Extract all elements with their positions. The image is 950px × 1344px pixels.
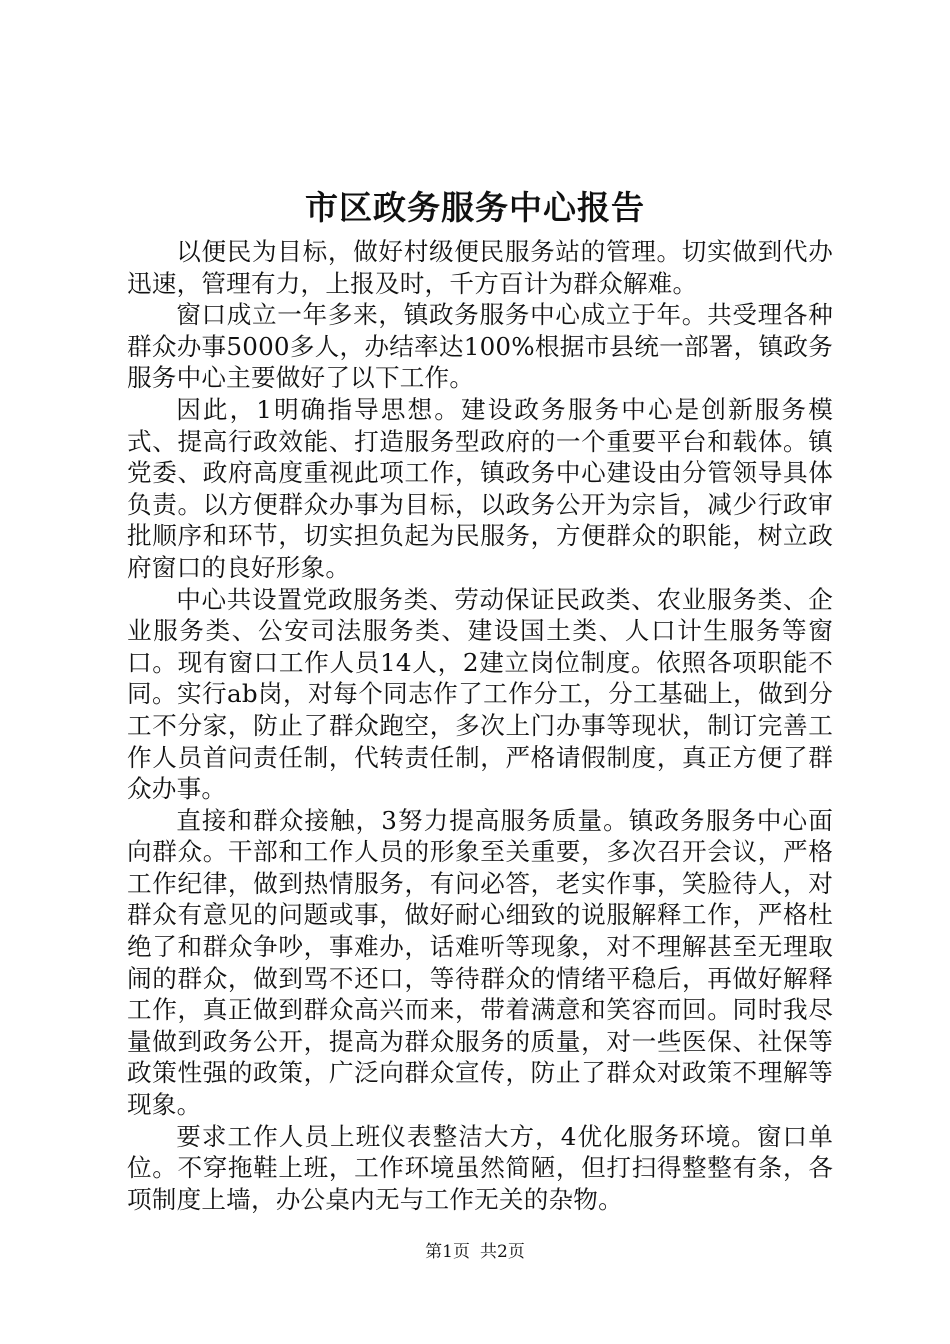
paragraph-1: 以便民为目标，做好村级便民服务站的管理。切实做到代办迅速，管理有力，上报及时，千方百计为群众解难。 xyxy=(127,237,833,298)
document-title: 市区政务服务中心报告 xyxy=(305,188,645,227)
paragraph-4: 中心共设置党政服务类、劳动保证民政类、农业服务类、企业服务类、公安司法服务类、建设国土类、人口计生服务等窗口。现有窗口工作人员14人，2建立岗位制度。依照各项职能不同。实行ab岗，对每个同志作了工作分工，分工基础上，做到分工不分家，防止了群众跑空，多次上门办事等现状，制订完善工作人员首问责任制，代转责任制，严格请假制度，真正方便了群众办事。 xyxy=(127,584,833,804)
paragraph-6: 要求工作人员上班仪表整洁大方，4优化服务环境。窗口单位。不穿拖鞋上班，工作环境虽然简陋，但打扫得整整有条，各项制度上墙，办公桌内无与工作无关的杂物。 xyxy=(127,1121,833,1214)
page-number: 第1页 xyxy=(425,1242,470,1262)
page-footer xyxy=(0,1240,950,1264)
paragraph-2: 窗口成立一年多来，镇政务服务中心成立于年。共受理各种群众办事5000多人，办结率达100%根据市县统一部署，镇政务服务中心主要做好了以下工作。 xyxy=(127,300,833,393)
document-body xyxy=(127,236,833,1215)
page-total: 共2页 xyxy=(480,1242,525,1262)
paragraph-5: 直接和群众接触，3努力提高服务质量。镇政务服务中心面向群众。干部和工作人员的形象至关重要，多次召开会议，严格工作纪律，做到热情服务，有问必答，老实作事，笑脸待人，对群众有意见的问题或事，做好耐心细致的说服解释工作，严格杜绝了和群众争吵，事难办，话难听等现象，对不理解甚至无理取闹的群众，做到骂不还口，等待群众的情绪平稳后，再做好解释工作，真正做到群众高兴而来，带着满意和笑容而回。同时我尽量做到政务公开，提高为群众服务的质量，对一些医保、社保等政策性强的政策，广泛向群众宣传，防止了群众对政策不理解等现象。 xyxy=(127,805,833,1120)
paragraph-3: 因此，1明确指导思想。建设政务服务中心是创新服务模式、提高行政效能、打造服务型政府的一个重要平台和载体。镇党委、政府高度重视此项工作，镇政务中心建设由分管领导具体负责。以方便群众办事为目标，以政务公开为宗旨，减少行政审批顺序和环节，切实担负起为民服务，方便群众的职能，树立政府窗口的良好形象。 xyxy=(127,394,833,582)
